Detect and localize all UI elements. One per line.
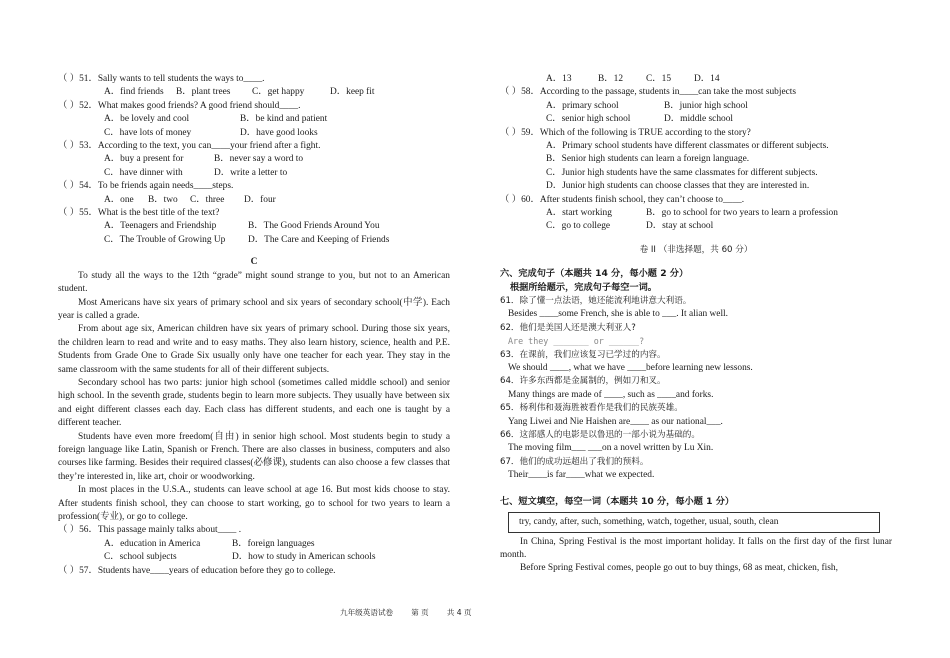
passage-paragraph-3: From about age six, American children have six years of primary school. During those six years, the children learn to read and write and to easy maths. They also learn history, science, health and P.E. Students from Grade One to Grade Six usually only have one teacher for each year. They stay in the same classroom with the same students for all of their different subjects. [58,324,450,375]
question-53-options-row2 [58,167,450,180]
question-53-options-row1 [58,153,450,166]
item-63-chinese: 63．在课前，我们应该复习已学过的内容。 [500,349,666,360]
option-d: D．write a letter to [214,167,288,178]
option-a: A．education in America [104,538,201,549]
option-b: B．12 [598,74,624,84]
item-65-chinese: 65．杨利伟和聂海胜被看作是我们的民族英雄。 [500,403,683,414]
option-a: A．one [104,194,134,205]
option-a: A．primary school [546,100,619,111]
passage-paragraph-2: Most Americans have six years of primary school and six years of secondary school(中学). Each year is called a grade. [58,297,450,321]
item-66-english: The moving film___ ___on a novel written by Lu Xin. [508,443,714,454]
option-c: C．have lots of money [104,127,192,138]
option-d: D．how to study in American schools [232,552,376,563]
question-60: （ ）60．After students finish school, they can’t choose to____. [500,194,745,205]
footer-page: 第 页 [411,608,429,617]
question-55-options-row1 [58,220,450,233]
option-d: D．Junior high students can choose classes that they are interested in. [546,181,810,192]
item-65-english: Yang Liwei and Nie Haishen are____ as our national___. [508,416,723,427]
question-57: （ ）57．Students have____years of education before they go to college. [58,565,336,576]
item-64-chinese: 64．许多东西都是金属制的，例如刀和叉。 [500,376,666,387]
item-67-english: Their____is far____what we expected. [508,470,655,481]
option-c: C．have dinner with [104,167,183,178]
item-61-english: Besides ____some French, she is able to ___. It alian well. [508,309,729,320]
question-58-options-row1 [500,100,892,113]
option-a: A．Primary school students have different classmates or different subjects. [546,141,829,152]
option-a: A．buy a present for [104,154,184,165]
option-d: D．four [244,194,276,205]
question-59-option-c [500,167,892,180]
option-d: D．have good looks [240,127,318,138]
right-column [500,73,892,576]
question-58: （ ）58．According to the passage, students in____can take the most subjects [500,87,797,98]
question-54: （ ）54．To be friends again needs____steps. [58,181,234,192]
footer-total: 共 4 页 [446,608,472,617]
section-7-paragraph-2: Before Spring Festival comes, people go out to buy things, 68 as meat, chicken, fish, [520,563,838,574]
item-62-english: Are they _______ or ______? [508,336,645,347]
option-b: B．go to school for two years to learn a profession [646,208,838,219]
question-52-options-row1 [58,113,450,126]
option-d: D．stay at school [646,221,714,232]
option-b: B．be kind and patient [240,114,328,125]
option-a: A．find friends [104,87,164,98]
question-52-options-row2 [58,127,450,140]
option-b: B．plant trees [176,87,231,98]
option-b: B．never say a word to [214,154,304,165]
passage-paragraph-6: In most places in the U.S.A., students can leave school at age 16. But most kids choose to stay. After students finish school, they can choose to start working, go to school for two years to learn a profession(专业), or go to college. [58,485,450,522]
item-66-chinese: 66．这部感人的电影是以鲁迅的一部小说为基础的。 [500,429,700,440]
question-54-options [58,194,450,207]
option-b: B．Senior high students can learn a foreign language. [546,154,750,165]
question-56-options-row1 [58,538,450,551]
option-c: C．get happy [252,87,305,98]
item-67-chinese: 67．他们的成功远超出了我们的预料。 [500,456,649,467]
passage-paragraph-1: To study all the ways to the 12th “grade” might sound strange to you, but not to an American student. [58,270,450,295]
option-b: B．two [148,194,178,205]
page-footer [340,607,620,618]
question-57-options [500,73,892,86]
section-c-heading: C [250,257,258,268]
passage-paragraph-4: Secondary school has two parts: junior high school (sometimes called middle school) and senior high school. In the seventh grade, students begin to learn more subjects. They usually have between six and eight different classes each day. Each class has different students, and each one is taught by a different teacher. [58,377,450,429]
item-64-english: Many things are made of ____, such as ____and forks. [508,389,714,400]
question-59-option-a [500,140,892,153]
option-c: C．15 [646,74,672,84]
question-60-options-row2 [500,220,892,233]
question-59: （ ）59．Which of the following is TRUE according to the story? [500,127,751,138]
option-a: A．Teenagers and Friendship [104,221,217,232]
footer-label: 九年级英语试卷 [340,608,394,617]
option-b: B．foreign languages [232,538,315,549]
section-6-title: 六、完成句子（本题共 14 分，每小题 2 分） [500,267,689,279]
passage-paragraph-5: Students have even more freedom(自由) in senior high school. Most students begin to study a foreign language like Latin, Spanish or French. There are also classes in business, computers and also courses like farming. Besides their required classes(必修课), students can also choose a few classes that they’re interested in, like art, choir or woodworking. [58,431,450,482]
section-7-title: 七、短文填空，每空一词（本题共 10 分，每小题 1 分） [500,495,735,507]
option-d: D．The Care and Keeping of Friends [248,234,390,245]
question-53: （ ）53．According to the text, you can____your friend after a fight. [58,141,321,152]
option-c: C．senior high school [546,114,631,125]
word-bank-box: try, candy, after, such, something, watch, together, usual, south, clean [508,512,880,533]
question-51: （ ）51．Sally wants to tell students the ways to____. [58,74,265,84]
option-d: D．middle school [664,114,734,125]
option-c: C．school subjects [104,552,177,563]
option-c: C．Junior high students have the same classmates for different subjects. [546,167,818,178]
question-51-options [58,86,450,99]
option-a: A．start working [546,208,612,219]
option-d: D．keep fit [330,87,375,98]
option-a: A．be lovely and cool [104,114,190,125]
question-58-options-row2 [500,113,892,126]
question-56-options-row2 [58,551,450,564]
section-7-paragraph-1: In China, Spring Festival is the most important holiday. It falls on the first day of the first lunar month. [500,536,892,560]
option-c: C．go to college [546,221,611,232]
question-52: （ ）52．What makes good friends? A good friend should____. [58,100,301,111]
item-62-chinese: 62．他们是美国人还是澳大利亚人? [500,322,636,333]
option-b: B．junior high school [664,100,748,111]
item-63-english: We should ____, what we have ____before learning new lessons. [508,362,753,373]
question-59-option-b [500,153,892,166]
option-d: D．14 [694,74,720,84]
option-b: B．The Good Friends Around You [248,221,380,232]
left-column [58,73,450,578]
option-a: A．13 [546,74,572,84]
option-c: C．The Trouble of Growing Up [104,234,226,245]
section-6-instruction: 根据所给题示，完成句子每空一词。 [510,281,657,293]
question-56: （ ）56．This passage mainly talks about____ . [58,525,242,536]
question-60-options-row1 [500,207,892,220]
question-59-option-d [500,180,892,193]
item-61-chinese: 61．除了懂一点法语，她还能流利地讲意大利语。 [500,295,692,306]
question-55-options-row2 [58,234,450,247]
option-c: C．three [190,194,225,205]
part-two-title: 卷 II （非选择题，共 60 分） [639,244,753,255]
question-55: （ ）55．What is the best title of the text? [58,208,220,219]
